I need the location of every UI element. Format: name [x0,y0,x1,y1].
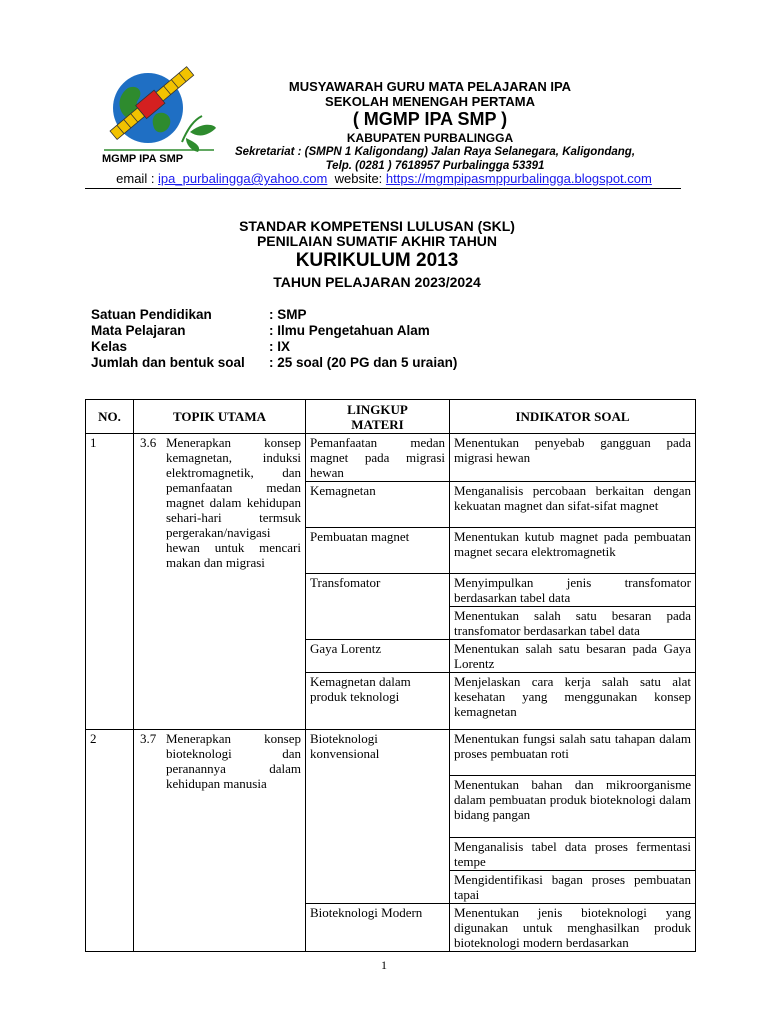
lingkup-cell: Bioteknologi Modern [306,904,450,952]
website-label: website: [334,171,386,186]
header-no: NO. [86,400,134,434]
topic-cell [134,730,306,952]
sekretariat-line2: Telp. (0281 ) 7618957 Purbalingga 53391 [325,160,545,172]
info-label: Satuan Pendidikan [91,307,212,322]
info-row [91,355,457,371]
info-row [91,339,457,355]
row-number: 1 [86,434,134,730]
sekretariat-line1: Sekretariat : (SMPN 1 Kaligondang) Jalan Raya Selanegara, Kaligondang, [234,146,636,158]
info-value: : Ilmu Pengetahuan Alam [269,323,430,338]
sekretariat-address [205,145,665,173]
info-label: Mata Pelajaran [91,323,186,338]
lingkup-cell: Gaya Lorentz [306,640,450,673]
indikator-cell: Mengidentifikasi bagan proses pembuatan tapai [450,871,696,904]
org-region: KABUPATEN PURBALINGGA [346,131,514,145]
info-value: : IX [269,339,291,354]
info-block [91,307,457,371]
lingkup-cell: Pembuatan magnet [306,528,450,574]
indikator-cell: Menganalisis percobaan berkaitan dengan kekuatan magnet dan sifat-sifat magnet [450,482,696,528]
header-lingkup: LINGKUP MATERI [306,400,450,434]
doc-title-curriculum: KURIKULUM 2013 [295,250,459,271]
doc-title-line2: PENILAIAN SUMATIF AKHIR TAHUN [256,233,498,249]
indikator-cell: Menentukan salah satu besaran pada Gaya Lorentz [450,640,696,673]
topic-cell [134,434,306,730]
table-row [86,730,696,776]
indikator-cell: Menentukan fungsi salah satu tahapan dalam proses pembuatan roti [450,730,696,776]
email-link[interactable]: ipa_purbalingga@yahoo.com [158,171,328,186]
indikator-cell: Menentukan salah satu besaran pada transfomator berdasarkan tabel data [450,607,696,640]
topic-code: 3.7 [140,731,157,746]
lingkup-cell: Bioteknologi konvensional [306,730,450,904]
info-label: Jumlah dan bentuk soal [91,355,245,370]
lingkup-cell: Pemanfaatan medan magnet pada migrasi hewan [306,434,450,482]
info-row [91,323,457,339]
info-value: : SMP [269,307,307,322]
email-label: email : [116,171,159,186]
org-name-line3: ( MGMP IPA SMP ) [352,109,508,129]
indikator-cell: Menyimpulkan jenis transfomator berdasarkan tabel data [450,574,696,607]
contact-line [0,171,768,186]
topic-text: Menerapkan konsep kemagnetan, induksi elektromagnetik, dan pemanfaatan medan magnet dalam kehidupan sehari-hari termsuk pergerakan/navigasi hewan untuk mencari makan dan migrasi [166,435,301,570]
doc-title-year: TAHUN PELAJARAN 2023/2024 [273,274,481,290]
logo-text: MGMP IPA SMP [102,153,184,165]
indikator-cell: Menganalisis tabel data proses fermentasi tempe [450,838,696,871]
indikator-cell: Menentukan kutub magnet pada pembuatan magnet secara elektromagnetik [450,528,696,574]
indikator-cell: Menentukan penyebab gangguan pada migrasi hewan [450,434,696,482]
skl-table [85,399,696,952]
lingkup-cell: Kemagnetan dalam produk teknologi [306,673,450,730]
row-number: 2 [86,730,134,952]
table-row [86,434,696,482]
header-indikator: INDIKATOR SOAL [450,400,696,434]
info-label: Kelas [91,339,128,354]
info-row [91,307,457,323]
indikator-cell: Menjelaskan cara kerja salah satu alat kesehatan yang menggunakan konsep kemagnetan [450,673,696,730]
org-name-line1: MUSYAWARAH GURU MATA PELAJARAN IPA [288,79,572,94]
doc-title-line1: STANDAR KOMPETENSI LULUSAN (SKL) [239,218,515,234]
indikator-cell: Menentukan bahan dan mikroorganisme dalam pembuatan produk bioteknologi dalam bidang pangan [450,776,696,838]
header-divider [85,188,681,189]
lingkup-cell: Transfomator [306,574,450,640]
topic-code: 3.6 [140,435,157,450]
indikator-cell: Menentukan jenis bioteknologi yang digunakan untuk menghasilkan produk bioteknologi modern berdasarkan [450,904,696,952]
page-number: 1 [381,958,387,972]
table-header-row [86,400,696,434]
topic-text: Menerapkan konsep bioteknologi dan peranannya dalam kehidupan manusia [166,731,301,791]
header-topik: TOPIK UTAMA [134,400,306,434]
info-value: : 25 soal (20 PG dan 5 uraian) [269,355,458,370]
org-name-line2: SEKOLAH MENENGAH PERTAMA [325,94,535,109]
lingkup-cell: Kemagnetan [306,482,450,528]
website-link[interactable]: https://mgmpipasmppurbalingga.blogspot.com [385,171,652,186]
